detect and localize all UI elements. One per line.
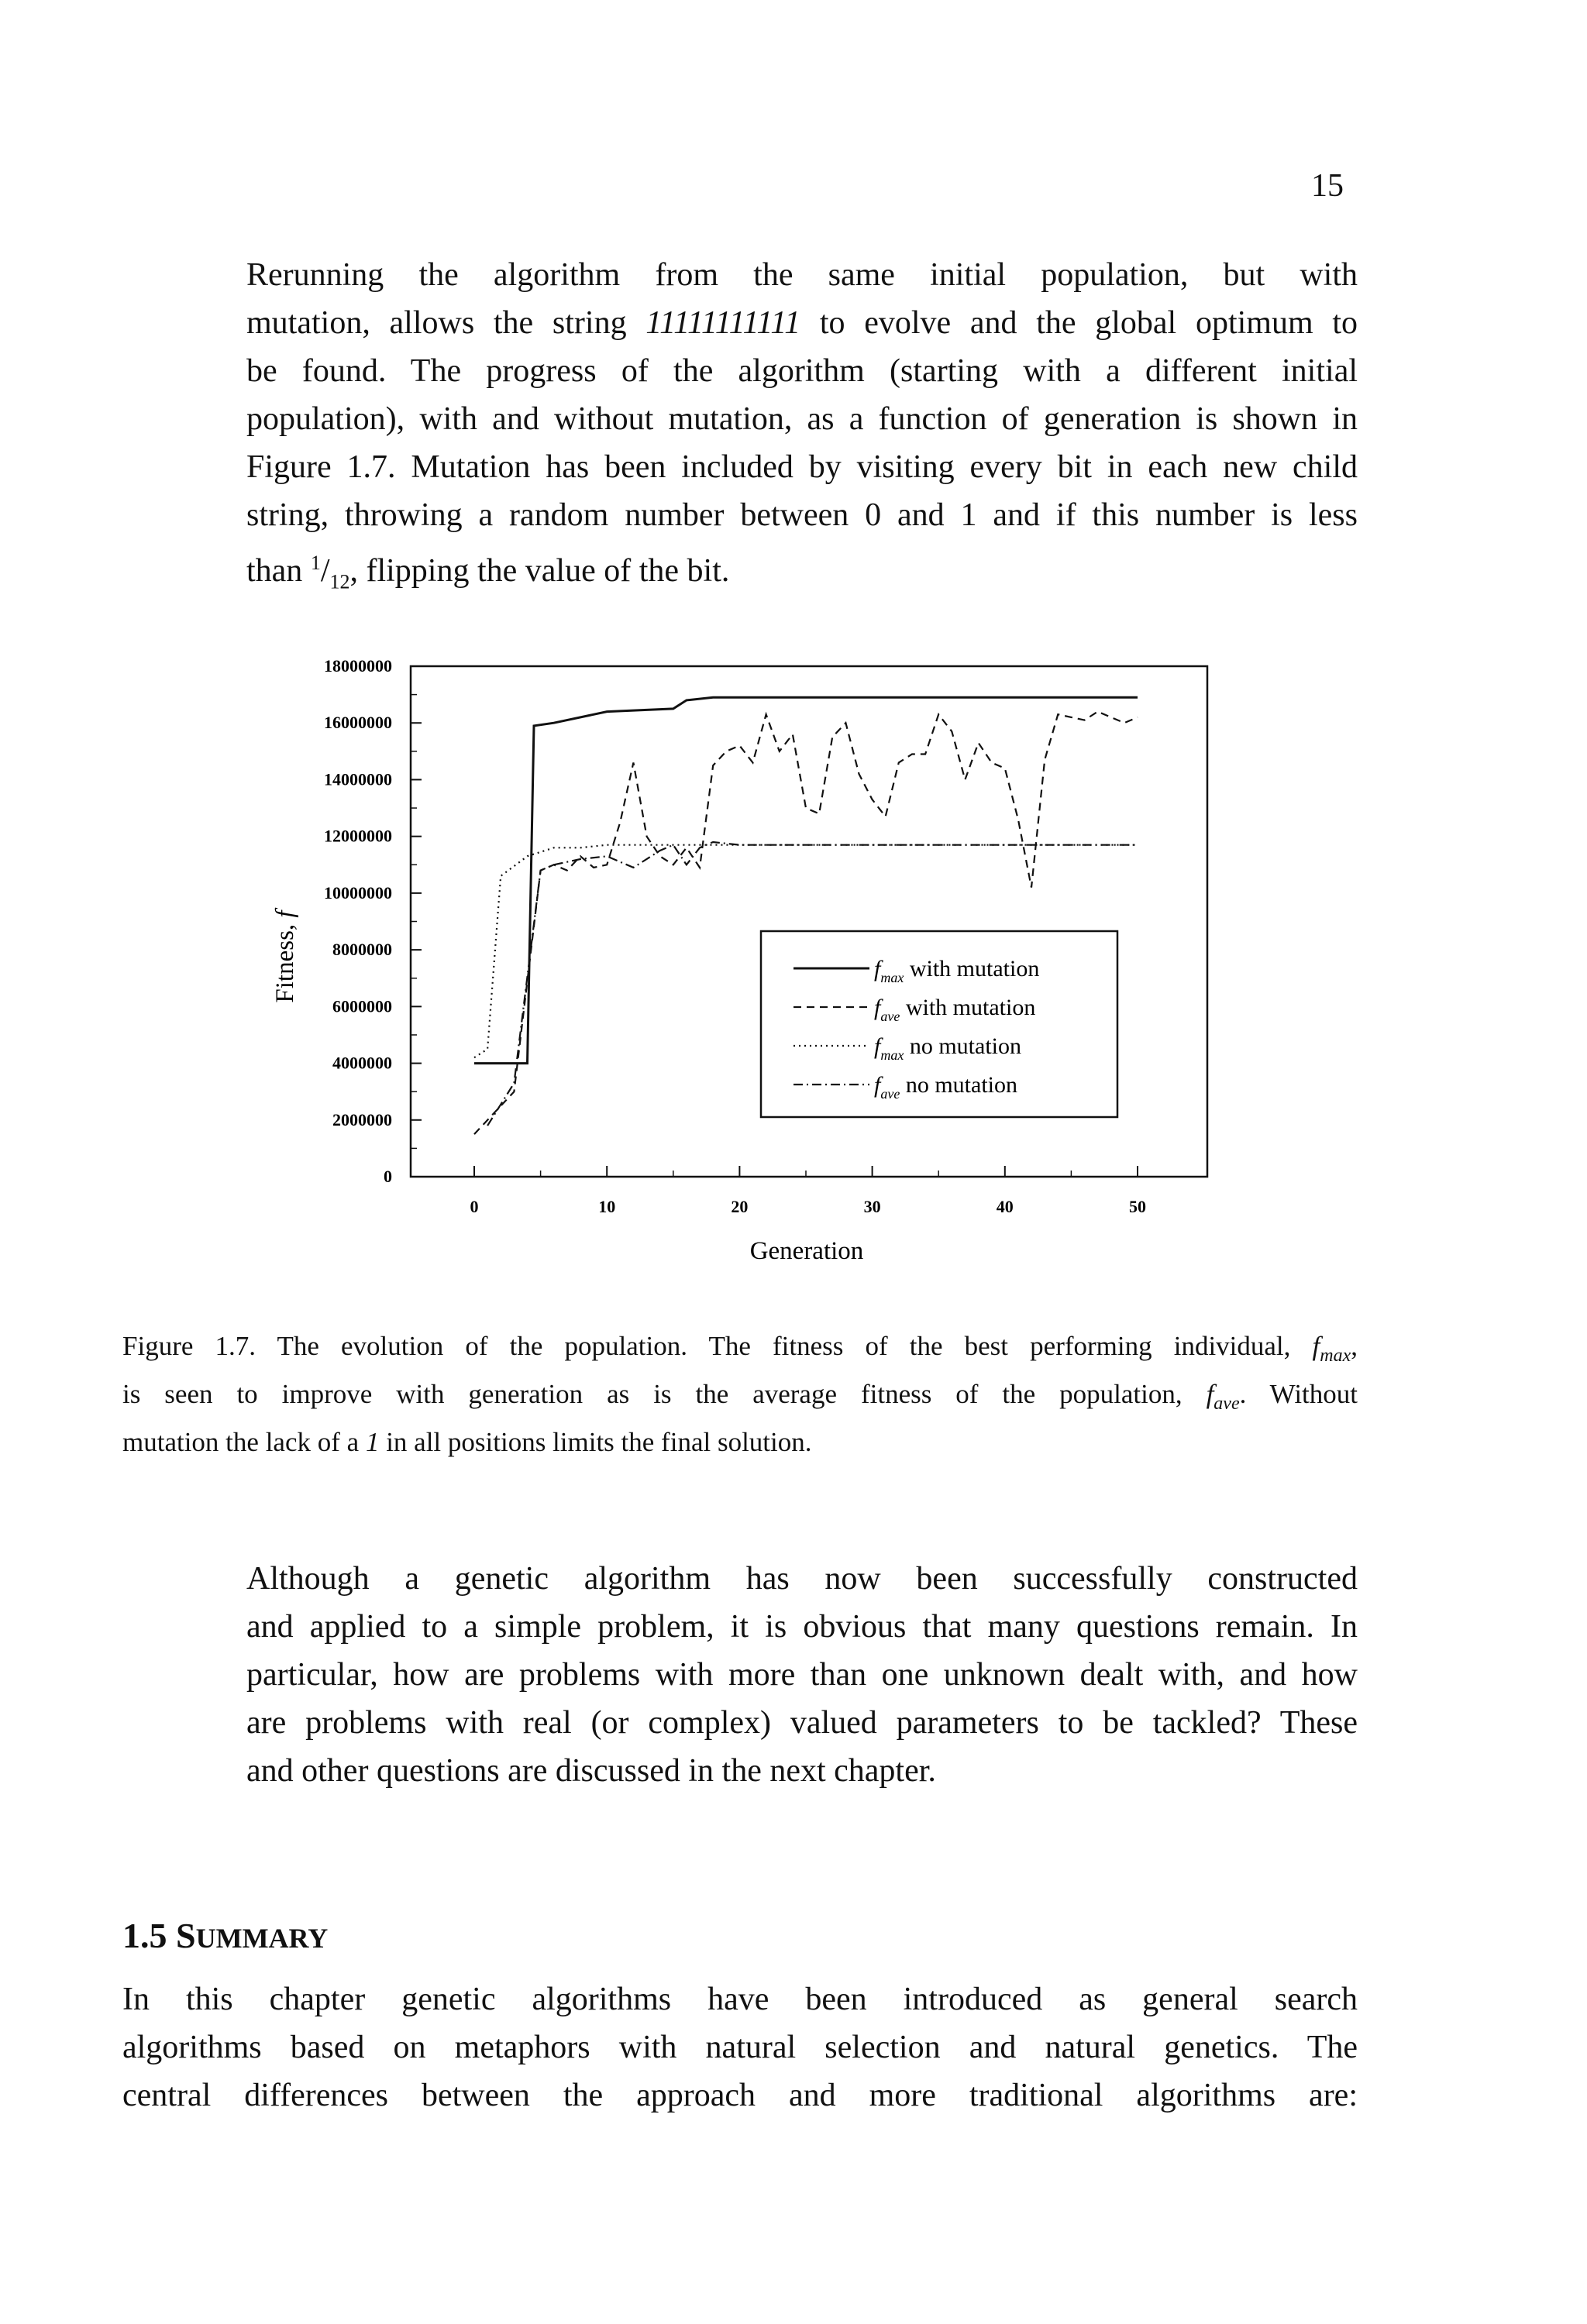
legend-label: $f_{ave}$ no mutation (874, 1072, 1017, 1102)
caption-line: Figure 1.7. The evolution of the population. The fitness of the best performing individual, $f_{max}$, (122, 1331, 1358, 1366)
paragraph-line: and applied to a simple problem, it is obvious that many questions remain. In (246, 1609, 1358, 1645)
paragraph-line: are problems with real (or complex) valued parameters to be tackled? These (246, 1705, 1358, 1741)
paragraph-line: string, throwing a random number between 0 and 1 and if this number is less (246, 497, 1358, 533)
x-tick-label: 0 (470, 1197, 479, 1216)
y-tick-label: 12000000 (324, 826, 392, 846)
x-tick-label: 10 (598, 1197, 616, 1216)
legend-label: $f_{ave}$ with mutation (874, 995, 1036, 1024)
paragraph-line: Figure 1.7. Mutation has been included by visiting every bit in each new child (246, 449, 1358, 485)
caption-line: is seen to improve with generation as is the average fitness of the population, $f_{ave}$. Without (122, 1379, 1358, 1414)
legend-label: $f_{max}$ no mutation (874, 1033, 1021, 1063)
paragraph-line: mutation, allows the string 11111111111 to evolve and the global optimum to (246, 305, 1358, 341)
y-tick-label: 14000000 (324, 769, 392, 789)
paragraph-line: and other questions are discussed in the next chapter. (246, 1753, 936, 1789)
section-title: S (176, 1916, 196, 1955)
page-number: 15 (1311, 168, 1344, 204)
section-title-rest: UMMARY (195, 1923, 329, 1954)
paragraph-summary (122, 1975, 1358, 2119)
paragraph-line: central differences between the approach and more traditional algorithms are: (122, 2078, 1358, 2113)
paragraph-although (122, 1555, 1358, 1795)
paragraph-line: Rerunning the algorithm from the same initial population, but with (246, 257, 1358, 293)
y-tick-label: 16000000 (324, 713, 392, 733)
section-number: 1.5 (122, 1916, 167, 1955)
paragraph-line: be found. The progress of the algorithm (starting with a different initial (246, 353, 1358, 389)
y-tick-label: 18000000 (324, 656, 392, 676)
paragraph-line: population), with and without mutation, as a function of generation is shown in (246, 401, 1358, 437)
chart-legend (761, 931, 1117, 1117)
y-axis-label: Fitness, f (271, 910, 299, 1003)
y-tick-label: 6000000 (332, 996, 392, 1016)
x-tick-label: 50 (1129, 1197, 1146, 1216)
x-axis-label: Generation (749, 1237, 864, 1265)
x-tick-label: 40 (996, 1197, 1014, 1216)
x-tick-label: 30 (863, 1197, 881, 1216)
legend-label: $f_{max}$ with mutation (874, 956, 1040, 985)
paragraph-line: algorithms based on metaphors with natural selection and natural genetics. The (122, 2030, 1358, 2065)
paragraph-line: Although a genetic algorithm has now been successfully constructed (246, 1561, 1358, 1597)
y-tick-label: 8000000 (332, 940, 392, 960)
y-tick-label: 2000000 (332, 1109, 392, 1129)
x-tick-label: 20 (731, 1197, 749, 1216)
paragraph-line: than $^1/_{12}$, flipping the value of the bit. (246, 552, 730, 593)
y-tick-label: 10000000 (324, 882, 392, 902)
y-tick-label: 4000000 (332, 1053, 392, 1073)
figure-caption (122, 1327, 1358, 1462)
paragraph-line: particular, how are problems with more than one unknown dealt with, and how (246, 1657, 1358, 1693)
y-tick-label: 0 (384, 1167, 392, 1186)
paragraph-line: In this chapter genetic algorithms have been introduced as general search (122, 1982, 1358, 2017)
caption-line: mutation the lack of a 1 in all positions limits the final solution. (122, 1427, 812, 1457)
section-heading (122, 1915, 328, 1956)
